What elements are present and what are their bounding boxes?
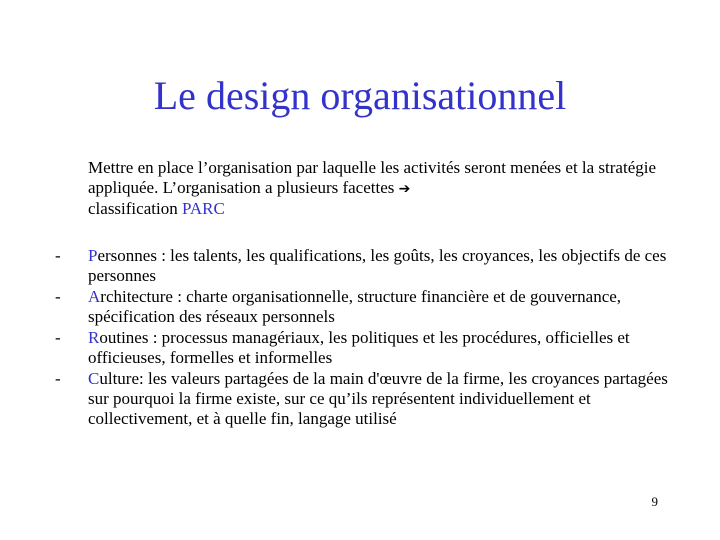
bullet-list: [55, 246, 675, 430]
bullet-item-architecture: [55, 287, 675, 327]
bullet-first-letter: P: [88, 246, 98, 265]
bullet-dash: -: [55, 369, 61, 388]
page-number: 9: [651, 494, 658, 509]
bullet-item-routines: [55, 328, 675, 368]
intro-text: Mettre en place l’organisation par laquelle les activités seront menées et la stratégie appliquée. L’organisation a plusieurs facettes: [88, 158, 657, 197]
classification-label: classification: [88, 199, 182, 218]
right-arrow-icon: ➔: [398, 181, 411, 197]
bullet-dash: -: [55, 287, 61, 306]
bullet-text: rchitecture : charte organisationnelle, structure financière et de gouvernance, spécification des réseaux personnels: [88, 287, 622, 326]
classification-value: PARC: [181, 199, 225, 218]
bullet-text: ersonnes : les talents, les qualifications, les goûts, les croyances, les objectifs de ces personnes: [88, 246, 667, 285]
bullet-item-personnes: [55, 246, 675, 286]
slide-title: Le design organisationnel: [153, 73, 567, 118]
bullet-text: outines : processus managériaux, les politiques et les procédures, officielles et officieuses, formelles et informelles: [88, 328, 630, 367]
bullet-dash: -: [55, 328, 61, 347]
bullet-dash: -: [55, 246, 61, 265]
bullet-first-letter: R: [88, 328, 100, 347]
intro-paragraph: [88, 158, 668, 219]
bullet-first-letter: A: [88, 287, 101, 306]
bullet-item-culture: [55, 369, 675, 429]
bullet-first-letter: C: [88, 369, 100, 388]
bullet-text: ulture: les valeurs partagées de la main d'œuvre de la firme, les croyances partagées sur pourquoi la firme existe, sur ce qu’ils représentent individuellement et collectivement, et à quelle fin, langage utilisé: [88, 369, 668, 428]
